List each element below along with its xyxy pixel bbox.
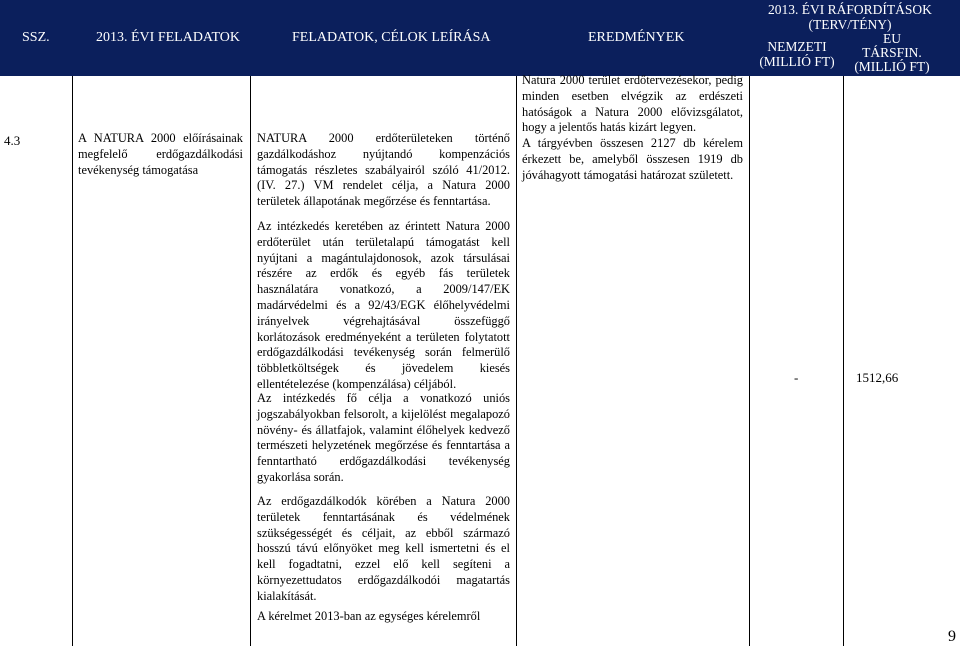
header-eu: EU (883, 31, 901, 46)
table-header (0, 0, 960, 76)
header-costs-subtitle: (TERV/TÉNY) (808, 17, 892, 32)
results-paragraph: Natura 2000 terület erdőtervezésekor, pedig minden esetben elvégzik az erdészeti hatóságok a Natura 2000 elővizsgálatot, hogy a jelentős hatás kizárt legyen. (522, 73, 743, 135)
column-divider (749, 76, 750, 646)
page-number: 9 (948, 628, 956, 645)
task-title: A NATURA 2000 előírásainak megfelelő erdőgazdálkodási tevékenység támogatása (78, 131, 243, 177)
description-paragraph: Az erdőgazdálkodók körében a Natura 2000 területek fenntartásának és védelmének szükségességét és céljait, az ebből származó hosszú távú előnyöket meg kell ismertetni és el kell fogadtatni, ezzel elő kell segíteni a környezettudatos erdőgazdálkodói magatartás kialakítását. (257, 494, 510, 603)
national-cost-value: - (794, 370, 799, 385)
eu-cofinancing-value: 1512,66 (856, 370, 899, 385)
description-paragraph: Az intézkedés keretében az érintett Natura 2000 erdőterület után területalapú támogatást kell nyújtani a magántulajdonosok, azok társulásai részére az erdők és egyéb fás területek használatára vonatkozó, a 2009/147/EK madárvédelmi és a 92/43/EGK élőhelyvédelmi irányelvek végrehajtásával összefüggő korlátozások eredményeként a területen folytatott erdőgazdálkodási tevékenység során felmerülő többletköltségek és jövedelem kiesés ellentételezése (kompenzálása) céljából. (257, 219, 510, 391)
row-number: 4.3 (4, 133, 21, 148)
header-eu-unit: (MILLIÓ FT) (854, 59, 930, 74)
header-national: NEMZETI (767, 39, 827, 54)
column-divider (843, 76, 844, 646)
header-eu-cofin: TÁRSFIN. (862, 45, 922, 60)
description-paragraph: Az intézkedés fő célja a vonatkozó uniós jogszabályokban felsorolt, a kijelölést megalapozó növény- és állatfajok, valamint élőhelyek kedvező természeti helyzetének megőrzése és fenntartása a fenntartható erdőgazdálkodási tevékenység gyakorlása során. (257, 391, 510, 484)
header-results: EREDMÉNYEK (588, 30, 685, 45)
header-costs-title: 2013. ÉVI RÁFORDÍTÁSOK (768, 2, 932, 17)
description-paragraph: A kérelmet 2013-ban az egységes kérelemről (257, 609, 481, 623)
column-divider (72, 76, 73, 646)
column-divider (516, 76, 517, 646)
description-paragraph: NATURA 2000 erdőterületeken történő gazdálkodáshoz nyújtandó kompenzációs támogatás részletes szabályairól szóló 41/2012. (IV. 27.) VM rendelet célja, a Natura 2000 területek állapotának megőrzése és fenntartása. (257, 131, 510, 209)
column-divider (250, 76, 251, 646)
header-ssz: SSZ. (22, 30, 50, 45)
header-national-unit: (MILLIÓ FT) (759, 54, 835, 69)
header-goals: FELADATOK, CÉLOK LEÍRÁSA (292, 30, 491, 45)
header-year-tasks: 2013. ÉVI FELADATOK (96, 30, 241, 45)
results-paragraph: A tárgyévben összesen 2127 db kérelem érkezett be, amelyből összesen 1919 db jóváhagyott támogatási határozat született. (522, 136, 743, 182)
